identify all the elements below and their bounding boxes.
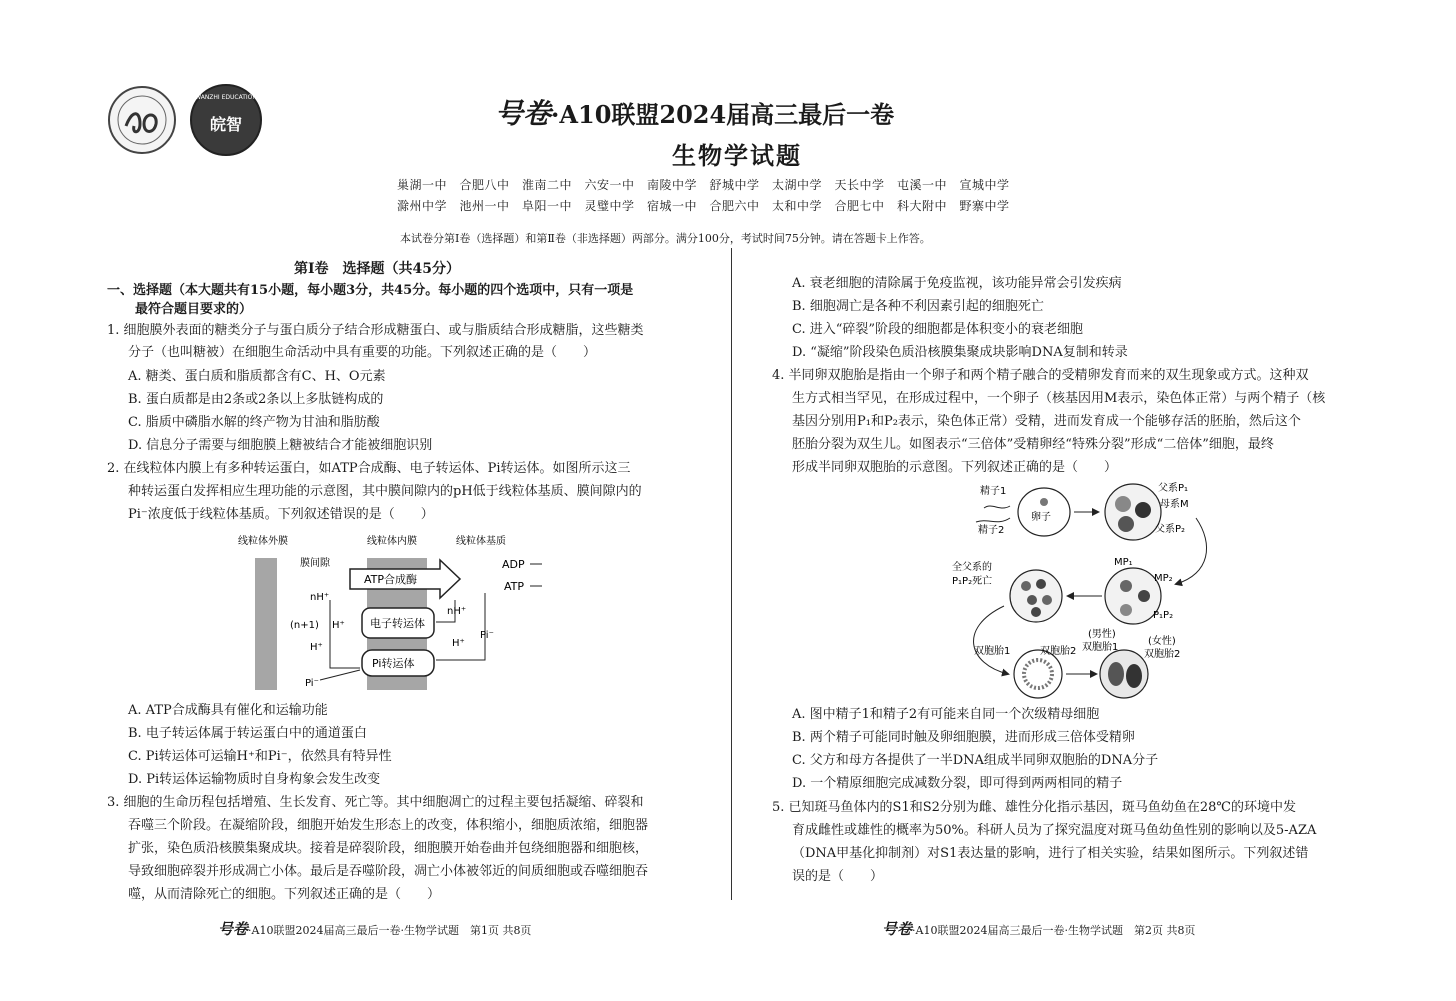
q3-option-c: C. 进入“碎裂”阶段的细胞都是体积变小的衰老细胞 [792,322,1084,337]
footer-right-brand: 号卷 [882,920,913,938]
proton-path-left [330,600,360,668]
footer-left [218,918,531,939]
matrix-label: 线粒体基质 [456,536,506,547]
nh-label-2: nH⁺ [447,606,467,617]
footer-right [882,918,1195,939]
egg-label: 卵子 [1031,512,1051,523]
footer-left-text: ·A10联盟2024届高三最后一卷·生物学试题 第1页 共8页 [248,924,532,937]
q1-line-2: 分子（也叫糖被）在细胞生命活动中具有重要的功能。下列叙述正确的是（ ） [128,345,597,360]
q4-option-b: B. 两个精子可能同时触及卵细胞膜，进而形成三倍体受精卵 [792,730,1135,745]
q2-option-d: D. Pi转运体运输物质时自身构象会发生改变 [128,772,381,787]
q4-option-d: D. 一个精原细胞完成减数分裂，即可得到两两相同的精子 [792,776,1123,791]
sperm2-label: 精子2 [978,525,1005,536]
intermembrane-label: 膜间隙 [300,558,330,569]
female-label: (女性) [1148,636,1176,647]
mitochondria-figure [230,528,560,696]
all-paternal-label-2: P₁P₂死亡 [952,576,993,587]
pi-label-2: Pi⁻ [305,678,319,689]
m-label: 母系M [1160,499,1189,510]
wanzhi-logo [190,84,262,156]
q5-line-4: 误的是（ ） [792,869,884,884]
q3-line-5: 噬，从而清除死亡的细胞。下列叙述正确的是（ ） [128,887,441,902]
twin2b-label: 双胞胎2 [1144,649,1181,660]
zygote-p2 [1118,516,1134,532]
h-label-3: H⁺ [452,638,465,649]
sperm2-tail [976,518,1010,522]
q1-option-b: B. 蛋白质都是由2条或2条以上多肽链构成的 [128,392,384,407]
pi-path [436,593,485,660]
q3-line-3: 扩张，染色质沿核膜集聚成块。接着是碎裂阶段，细胞膜开始卷曲并包绕细胞器和细胞核， [128,841,649,856]
twin1-fetus [1108,662,1124,686]
outer-membrane-label: 线粒体外膜 [238,536,288,547]
title-rest: ·A10联盟2024届高三最后一卷 [551,100,895,129]
h-label-1: H⁺ [332,620,345,631]
arrow-embryo-to-blastocyst [974,606,1011,674]
embryo-cell-5 [1031,607,1041,617]
q3-line-1: 3. 细胞的生命历程包括增殖、生长发育、死亡等。其中细胞凋亡的过程主要包括凝缩、碎裂和 [107,795,644,810]
footer-left-brand: 号卷 [218,920,249,938]
q3-line-2: 吞噬三个阶段。在凝缩阶段，细胞开始发生形态上的改变，体积缩小，细胞质浓缩，细胞器 [128,818,649,833]
q5-line-1: 5. 已知斑马鱼体内的S1和S2分别为雌、雄性分化指示基因，斑马鱼幼鱼在28℃的环境中发 [772,800,1296,815]
q1-option-a: A. 糖类、蛋白质和脂质都含有C、H、O元素 [128,369,386,384]
blastocyst [1014,650,1062,698]
wanzhi-logo-top: WANZHI EDUCATION [195,94,257,101]
p1p2-nucleus [1120,604,1132,616]
q4-line-4: 胚胎分裂为双生儿。如图表示“三倍体”受精卵经“特殊分裂”形成“二倍体”细胞，最终 [792,437,1274,452]
embryo-cell-2 [1036,579,1046,589]
instructions-line-1: 一、选择题（本大题共有15小题，每小题3分，共45分。每小题的四个选项中，只有一项是 [107,283,634,298]
footer-right-text: ·A10联盟2024届高三最后一卷·生物学试题 第2页 共8页 [912,924,1196,937]
twins-figure [948,478,1218,706]
q2-line-3: Pi⁻浓度低于线粒体基质。下列叙述错误的是（ ） [128,507,434,522]
q2-line-1: 2. 在线粒体内膜上有多种转运蛋白，如ATP合成酶、电子转运体、Pi转运体。如图所示这三 [107,461,631,476]
league-logo-graphic [110,88,174,152]
zygote-m [1135,502,1151,518]
sperm1-tail [984,506,1010,508]
q1-option-d: D. 信息分子需要与细胞膜上糖被结合才能被细胞识别 [128,438,433,453]
embryo-cell-4 [1042,595,1052,605]
q2-option-b: B. 电子转运体属于转运蛋白中的通道蛋白 [128,726,367,741]
p1p2-label: P₁P₂ [1153,610,1174,621]
q3-line-4: 导致细胞碎裂并形成凋亡小体。最后是吞噬阶段，凋亡小体被邻近的间质细胞或吞噬细胞吞 [128,864,649,879]
schools-row-2: 滁州中学 池州一中 阜阳一中 灵璧中学 宿城一中 合肥六中 太和中学 合肥七中 科大附中 野寨中学 [397,199,1010,213]
zygote-p1 [1115,496,1131,512]
electron-transporter-label: 电子转运体 [370,617,425,630]
exam-intro: 本试卷分第Ⅰ卷（选择题）和第Ⅱ卷（非选择题）两部分。满分100分，考试时间75分钟。请在答题卡上作答。 [400,232,931,245]
brand-mark: 号卷 [495,97,552,130]
q1-option-c: C. 脂质中磷脂水解的终产物为甘油和脂肪酸 [128,415,380,430]
twin2-label: 双胞胎2 [1040,646,1077,657]
mp2-nucleus [1138,590,1150,602]
q5-line-3: （DNA甲基化抑制剂）对S1表达量的影响，进行了相关实验，结果如图所示。下列叙述错 [792,846,1309,861]
league-logo [108,86,176,154]
q4-line-1: 4. 半同卵双胞胎是指由一个卵子和两个精子融合的受精卵发育而来的双生现象或方式。这种双 [772,368,1309,383]
q4-line-2: 生方式相当罕见，在形成过程中，一个卵子（核基因用M表示，染色体正常）与两个精子（核 [792,391,1326,406]
q4-option-a: A. 图中精子1和精子2有可能来自同一个次级精母细胞 [792,707,1100,722]
h-label-2: H⁺ [310,642,323,653]
pi-transporter-label: Pi转运体 [372,657,415,670]
p1-label: 父系P₁ [1158,483,1189,494]
q4-line-3: 基因分别用P₁和P₂表示，染色体正常）受精，进而发育成一个能够存活的胚胎，然后这个 [792,414,1301,429]
inner-membrane-label: 线粒体内膜 [367,536,417,547]
twin2-fetus [1126,664,1142,688]
exam-subtitle: 生物学试题 [672,141,802,170]
pi-in-path [320,670,360,680]
mp2-label: MP₂ [1154,573,1173,584]
q2-option-c: C. Pi转运体可运输H⁺和Pi⁻，依然具有特异性 [128,749,392,764]
egg-nucleus [1040,498,1048,506]
pi-label-1: Pi⁻ [480,630,494,641]
section-title: 第Ⅰ卷 选择题（共45分） [294,261,461,277]
mp1-label: MP₁ [1114,557,1133,568]
instructions-line-2: 最符合题目要求的） [135,302,253,317]
n-plus-1-label: (n+1) [290,620,319,631]
triploid-zygote [1105,484,1161,540]
exam-title [495,92,894,132]
q5-line-2: 育成雌性或雄性的概率为50%。科研人员为了探究温度对斑马鱼幼鱼性别的影响以及5-AZA [792,823,1317,838]
mp1-nucleus [1120,580,1132,592]
q2-line-2: 种转运蛋白发挥相应生理功能的示意图，其中膜间隙内的pH低于线粒体基质、膜间隙内的 [128,484,642,499]
embryo-cell-3 [1027,595,1037,605]
male-label: (男性) [1088,629,1116,640]
q2-option-a: A. ATP合成酶具有催化和运输功能 [128,703,328,718]
atp-synthase-label: ATP合成酶 [364,573,418,586]
p2-label: 父系P₂ [1155,524,1186,535]
schools-row-1: 巢湖一中 合肥八中 淮南二中 六安一中 南陵中学 舒城中学 太湖中学 天长中学 屯溪一中 宣城中学 [397,178,1010,192]
q3-option-d: D. “凝缩”阶段染色质沿核膜集聚成块影响DNA复制和转录 [792,345,1128,360]
wanzhi-logo-mid: 皖智 [209,115,242,134]
nh-label-1: nH⁺ [310,592,330,603]
q4-line-5: 形成半同卵双胞胎的示意图。下列叙述正确的是（ ） [792,460,1118,475]
atp-label: ATP [504,580,525,593]
q4-option-c: C. 父方和母方各提供了一半DNA组成半同卵双胞胎的DNA分子 [792,753,1159,768]
all-paternal-label-1: 全父系的 [952,562,992,573]
q3-option-a: A. 衰老细胞的清除属于免疫监视，该功能异常会引发疾病 [792,276,1122,291]
column-divider [731,248,732,900]
outer-membrane-bar [255,558,277,690]
q1-line-1: 1. 细胞膜外表面的糖类分子与蛋白质分子结合形成糖蛋白、或与脂质结合形成糖脂，这些糖类 [107,323,644,338]
embryo-cell-1 [1021,581,1031,591]
adp-label: ADP [502,558,525,571]
q3-option-b: B. 细胞凋亡是各种不利因素引起的细胞死亡 [792,299,1044,314]
sperm1-label: 精子1 [980,486,1007,497]
twin1b-label: 双胞胎1 [1082,642,1119,653]
twin1-label: 双胞胎1 [974,646,1011,657]
